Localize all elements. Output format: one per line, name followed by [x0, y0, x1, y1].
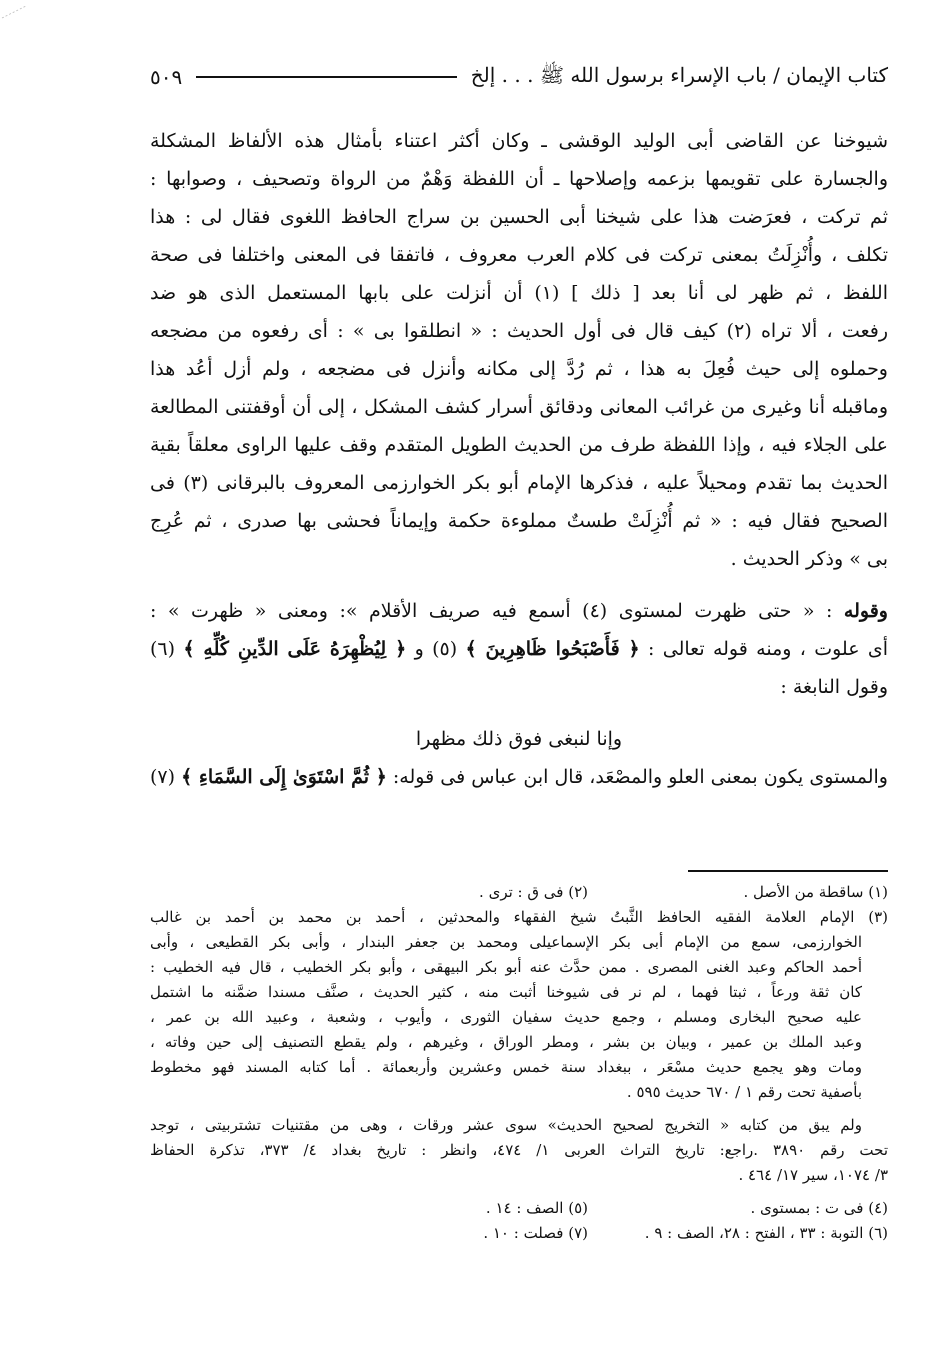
footnote-5: (٥) الصف : ١٤ .: [485, 1199, 588, 1217]
text-span: والمستوى يكون بمعنى العلو والمصْعَد، قال ابن عباس فى قوله:: [392, 766, 888, 788]
footnote-3b-line: ٣/ ١٠٧٤، سير ١٧/ ٤٦٤ .: [738, 1166, 888, 1184]
paragraph-2-line-2: [150, 630, 888, 668]
text-line: تكلف ، وأُنْزِلَتُ بمعنى تركت فى كلام العرب معروف ، فاتفقا فى المعنى واختلفا فى صحة: [150, 244, 888, 266]
text-line: والجسارة على تقويمها بزعمه وإصلاحها ـ أن اللفظة وَهْمٌ من الرواة وتصحيف ، وصوابها :: [150, 168, 888, 190]
main-text: [150, 122, 888, 796]
footnote-row: [150, 1196, 888, 1221]
quran-verse: ﴿ ثُمَّ اسْتَوَىٰ إِلَى السَّمَاءِ ﴾: [181, 766, 387, 788]
header-rule: [196, 76, 457, 78]
text-span: أى علوت ، ومنه قوله تعالى :: [648, 638, 888, 660]
quran-verse: ﴿ لِيُظْهِرَهُ عَلَى الدِّينِ كُلِّهِ ﴾: [183, 638, 407, 660]
text-line: شيوخنا عن القاضى أبى الوليد الوقشى ـ وكان أكثر اعتناء بأمثال هذه الألفاظ المشكلة: [150, 130, 888, 152]
text-span: : « حتى ظهرت لمستوى (٤) أسمع فيه صريف الأقلام »: ومعنى « ظهرت » :: [150, 600, 833, 622]
footnote-3b-line: ولم يبق من كتابه « التخريج لصحيح الحديث» سوى عشر ورقات ، وهى من مقتنيات تشتربيتى ، توجد: [150, 1116, 862, 1134]
text-line: رفعت ، ألا تراه (٢) كيف قال فى أول الحديث : « انطلقوا بى » : أى رفعوه من مضجعه: [150, 320, 888, 342]
text-line: على الجلاء فيه ، وإذا اللفظة طرف من الحديث الطويل المتقدم وقف عليها الراوى معلقاً بقية: [150, 434, 888, 456]
page-number: ٥٠٩: [150, 65, 183, 89]
footnote-2: (٢) فى ق : ترى .: [479, 883, 588, 901]
footnote-row: [150, 880, 888, 905]
footnote-4: (٤) فى ت : بمستوى .: [750, 1199, 888, 1217]
scan-mark: [0, 0, 40, 20]
text-line: وماقبله أنا وغيرى من غرائب المعانى ودقائق أسرار كشف المشكل ، إلى أن أوقفتنى المطالعة: [150, 396, 888, 418]
text-span: (٥) و: [414, 638, 458, 660]
footnotes: [150, 880, 888, 1246]
text-line: ثم تركت ، فعرَضت هذا على شيخنا أبى الحسين بن سراج الحافظ اللغوى فقال لى : هذا: [150, 206, 888, 228]
header-title: كتاب الإيمان / باب الإسراء برسول الله ﷺ . . . إلخ: [470, 62, 888, 87]
paragraph-3-line: [150, 758, 888, 796]
footnote-3-line: الخوارزمى، سمع من الإمام أبى بكر الإسماعيلى ومحمد بن جعفر البندار ، وأبى بكر القطيعى ، وأبى: [150, 933, 862, 951]
footnote-3-line: وعبد الملك بن عمير ، وبيان بن بشر ، ومطر الوراق ، وغيرهم ، ولم يقطع التصنيف إلى حين وفاته ،: [150, 1033, 862, 1051]
footnote-6: (٦) التوبة : ٣٣ ، الفتح : ٢٨، الصف : ٩ .: [644, 1224, 888, 1242]
text-line: وحملوه إلى حيث فُعِلَ به هذا ، ثم رُدَّ إلى مكانه وأنزل فى مضجعه ، ولم أزل أعُد هذا: [150, 358, 888, 380]
text-span: (٧): [150, 766, 176, 788]
footnote-separator: [688, 870, 888, 872]
paragraph-2-line-1: [150, 592, 888, 630]
text-line: الصحيح فقال فيه : « ثم أُنْزِلَتْ طستٌ مملوءة حكمة وإيماناً فحشى بها صدرى ، ثم عُرِج: [150, 510, 888, 532]
lemma-word: وقوله: [843, 600, 888, 622]
footnote-3-line: ومات وهو يجمع حديث مسْعَر ، ببغداد سنة خمس وعشرين وأربعمائة . أما كتابه المسند فهو مخطوط: [150, 1058, 862, 1076]
footnote-3-line: أحمد الحاكم وعبد الغنى المصرى . ممن حدَّث عنه أبو بكر البيهقى ، وأبو بكر الخطيب ، قال فيه الخطيب :: [150, 958, 862, 976]
footnote-3-line: كان ثقة ورعاً ، ثبتا فهما ، لم نر فى شيوخنا أثبت منه ، كثير الحديث ، صنَّف مسندا ضمَّنه ما اشتمل: [150, 983, 862, 1001]
footnote-3-line: (٣) الإمام العلامة الفقيه الحافظ الثَّبتُ شيخ الفقهاء والمحدثين ، أحمد بن محمد بن أحمد بن غالب: [150, 908, 888, 926]
footnote-7: (٧) فصلت : ١٠ .: [483, 1224, 588, 1242]
footnote-3-line: عليه صحيح البخارى ومسلم ، وجمع حديث سفيان الثورى ، وأيوب ، وشعبة ، وعبيد الله بن عمر ،: [150, 1008, 862, 1026]
running-header: [150, 60, 888, 94]
footnote-row: [150, 1221, 888, 1246]
text-line: بى » وذكر الحديث .: [730, 548, 888, 570]
paragraph-2-line-3: وقول النابغة :: [780, 676, 888, 698]
poetry-line: وإنا لنبغى فوق ذلك مظهرا: [415, 728, 623, 750]
footnote-3-line: بأصفية تحت رقم ١ / ٦٧٠ حديث ٥٩٥ .: [626, 1083, 862, 1101]
quran-verse: ﴿ فَأَصْبَحُوا ظَاهِرِينَ ﴾: [465, 638, 640, 660]
text-line: اللفظ ، ثم ظهر لى أنا بعد [ ذلك ] (١) أن أنزلت على بابها المستعمل الذى هو ضد: [150, 282, 888, 304]
footnote-3b-line: تحت رقم ٣٨٩٠ .راجع: تاريخ التراث العربى ١/ ٤٧٤، وانظر : تاريخ بغداد ٤/ ٣٧٣، تذكرة الحفاظ: [150, 1141, 888, 1159]
footnote-1: (١) ساقطة من الأصل .: [743, 883, 888, 901]
text-line: الحديث بما تقدم ومحيلاً عليه ، فذكرها الإمام أبو بكر الخوارزمى المعروف بالبرقانى (٣) فى: [150, 472, 888, 494]
text-span: (٦): [150, 638, 176, 660]
